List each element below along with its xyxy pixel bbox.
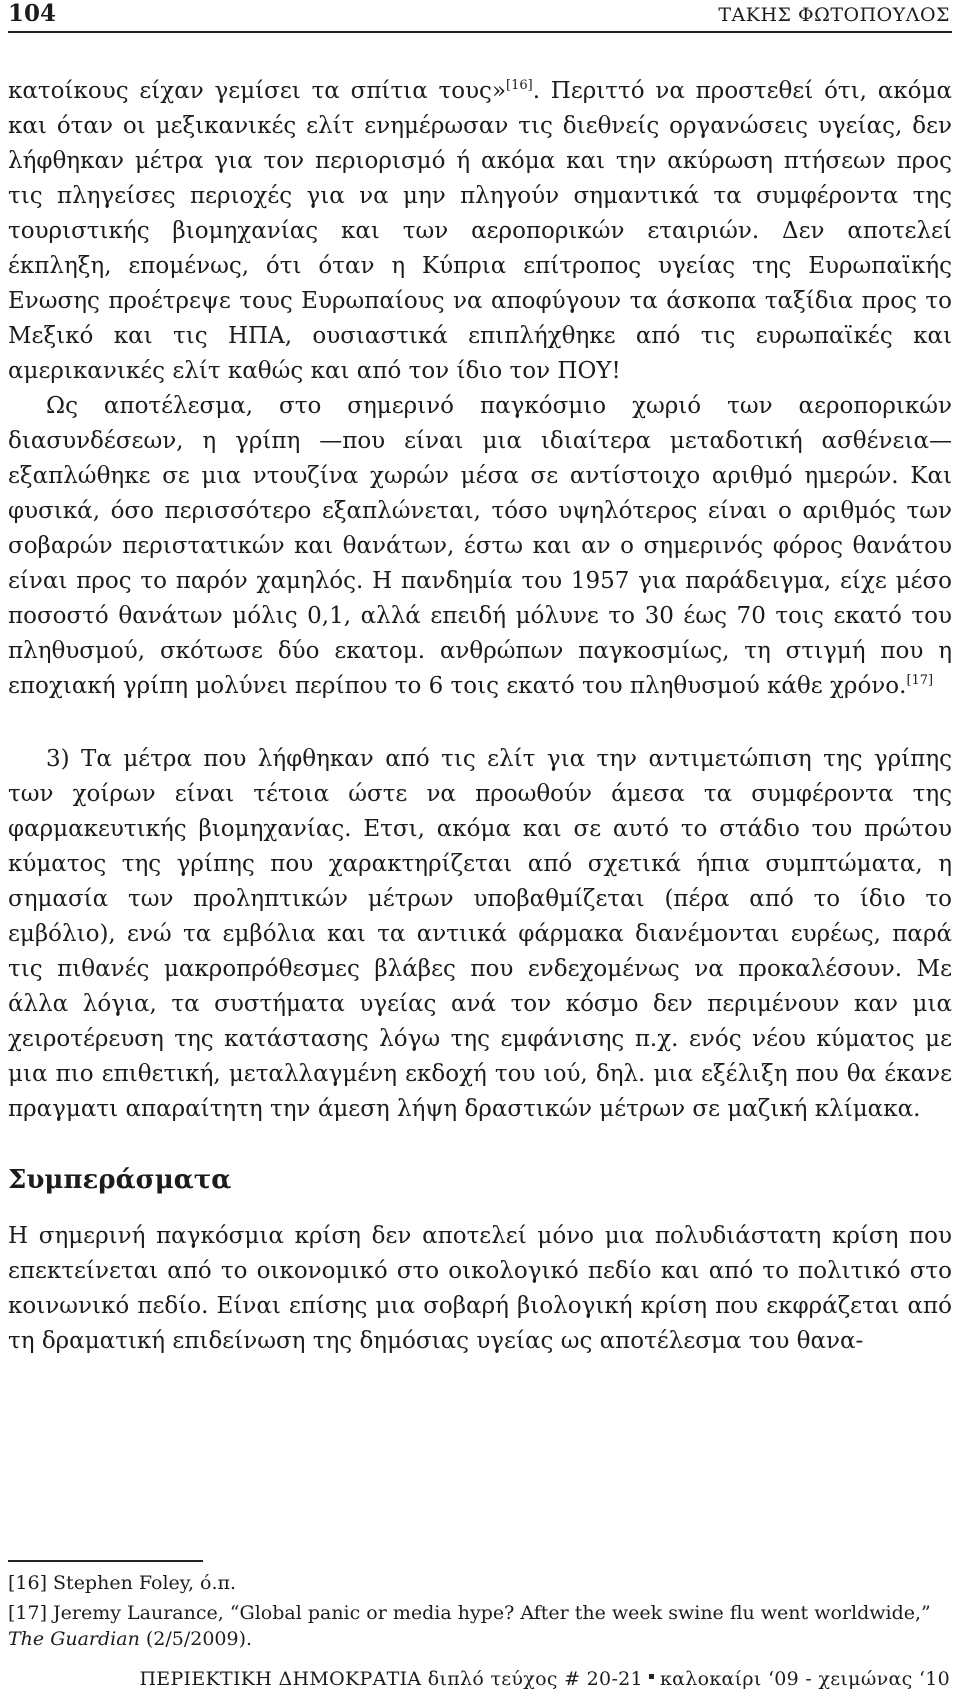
paragraph-text: . Περιττό να προστεθεί ότι, ακόμα και όταν οι μεξικανικές ελίτ ενημέρωσαν τις διεθνείς οργανώσεις υγείας, δεν λήφθηκαν μέτρα για τον περιορισμό ή ακόμα και την ακύρωση πτήσεων προς τις πληγείσες περιοχές για να μην πληγούν σημαντικά τα συμφέροντα της τουριστικής βιομηχανίας και των αεροπορικών εταιριών. Δεν αποτελεί έκπληξη, επομένως, ότι όταν η Κύπρια επίτροπος υγείας της Ευρωπαϊκής Ενωσης προέτρεψε τους Ευρωπαίους να αποφύγουν τα άσκοπα ταξίδια προς το Μεξικό και τις ΗΠΑ, ουσιαστικά επιπλήχθηκε από τις ευρωπαϊκές και αμερικανικές ελίτ καθώς και από τον ίδιο τον ΠΟΥ! (8, 78, 952, 384)
paragraph: 3) Τα μέτρα που λήφθηκαν από τις ελίτ για την αντιμετώπιση της γρίπης των χοίρων είναι τέτοια ώστε να προωθούν άμεσα τα συμφέροντα της φαρμακευτικής βιομηχανίας. Ετσι, ακόμα και σε αυτό το στάδιο του πρώτου κύματος της γρίπης που χαρακτηρίζεται από σχετικά ήπια συμπτώματα, η σημασία των προληπτικών μέτρων υποβαθμίζεται (πέρα από το ίδιο το εμβόλιο), ενώ τα εμβόλια και τα αντιικά φάρμακα διανέμονται ευρέως, παρά τις πιθανές μακροπρόθεσμες βλάβες που ενδεχομένως να προκαλέσουν. Με άλλα λόγια, τα συστήματα υγείας ανά τον κόσμο δεν περιμένουν καν μια χειροτέρευση της κατάστασης λόγω της εμφάνισης π.χ. ενός νέου κύματος με μια πιο επιθετική, μεταλλαγμένη εκδοχή του ιού, δηλ. μια εξέλιξη που θα έκανε πραγματι απαραίτητη την άμεση λήψη δραστικών μέτρων σε μαζική κλίμακα. (8, 746, 952, 1122)
paragraph-text: κατοίκους είχαν γεμίσει τα σπίτια τους» (8, 78, 507, 104)
page-number: 104 (8, 0, 57, 27)
footnote-text: [17] Jeremy Laurance, “Global panic or media hype? After the week swine flu went worldwide,” (8, 1602, 931, 1624)
footnote-source-title: The Guardian (8, 1628, 140, 1650)
footnote-ref: [16] (506, 78, 533, 93)
header-rule (8, 31, 952, 33)
footer-publication: ΠΕΡΙΕΚΤΙΚΗ ΔΗΜΟΚΡΑΤΙΑ διπλό τεύχος # 20-21 (139, 1668, 643, 1690)
footnote-text: (2/5/2009). (139, 1628, 253, 1650)
section-heading: Συμπεράσματα (8, 1165, 232, 1195)
footnote (8, 1600, 952, 1652)
paragraph (8, 74, 952, 389)
footnote: [16] Stephen Foley, ό.π. (8, 1572, 237, 1594)
footer-season: καλοκαίρι ‘09 - χειμώνας ‘10 (659, 1668, 950, 1690)
paragraph (8, 389, 952, 704)
paragraph-spacer (8, 704, 952, 742)
footnotes (8, 1570, 952, 1656)
footnote-rule (8, 1560, 203, 1562)
body-text (8, 74, 952, 1359)
separator-dot (649, 1674, 654, 1679)
page-footer (139, 1666, 950, 1692)
paragraph: Η σημερινή παγκόσμια κρίση δεν αποτελεί μόνο μια πολυδιάστατη κρίση που επεκτείνεται από το οικονομικό στο οικολογικό πεδίο και από το πολιτικό στο κοινωνικό πεδίο. Είναι επίσης μια σοβαρή βιολογική κρίση που εκφράζεται από τη δραματική επιδείνωση της δημόσιας υγείας ως αποτέλεσμα του θανα- (8, 1223, 952, 1354)
footnote-ref: [17] (906, 673, 934, 688)
running-head: ΤΑΚΗΣ ΦΩΤΟΠΟΥΛΟΣ (718, 4, 950, 26)
paragraph-text: Ως αποτέλεσμα, στο σημερινό παγκόσμιο χωριό των αεροπορικών διασυνδέσεων, η γρίπη —που είναι μια ιδιαίτερα μεταδοτική ασθένεια— εξαπλώθηκε σε μια ντουζίνα χωρών μέσα σε αντίστοιχο αριθμό ημερών. Και φυσικά, όσο περισσότερο εξαπλώνεται, τόσο υψηλότερος είναι ο αριθμός των σοβαρών περιστατικών και θανάτων, έστω και αν ο σημερινός φόρος θανάτου είναι προς το παρόν χαμηλός. Η πανδημία του 1957 για παράδειγμα, είχε μέσο ποσοστό θανάτων μόλις 0,1, αλλά επειδή μόλυνε το 30 έως 70 τοις εκατό του πληθυσμού, σκότωσε δύο εκατομ. ανθρώπων παγκοσμίως, τη στιγμή που η εποχιακή γρίπη μολύνει περίπου το 6 τοις εκατό του πληθυσμού κάθε χρόνο. (8, 393, 952, 699)
